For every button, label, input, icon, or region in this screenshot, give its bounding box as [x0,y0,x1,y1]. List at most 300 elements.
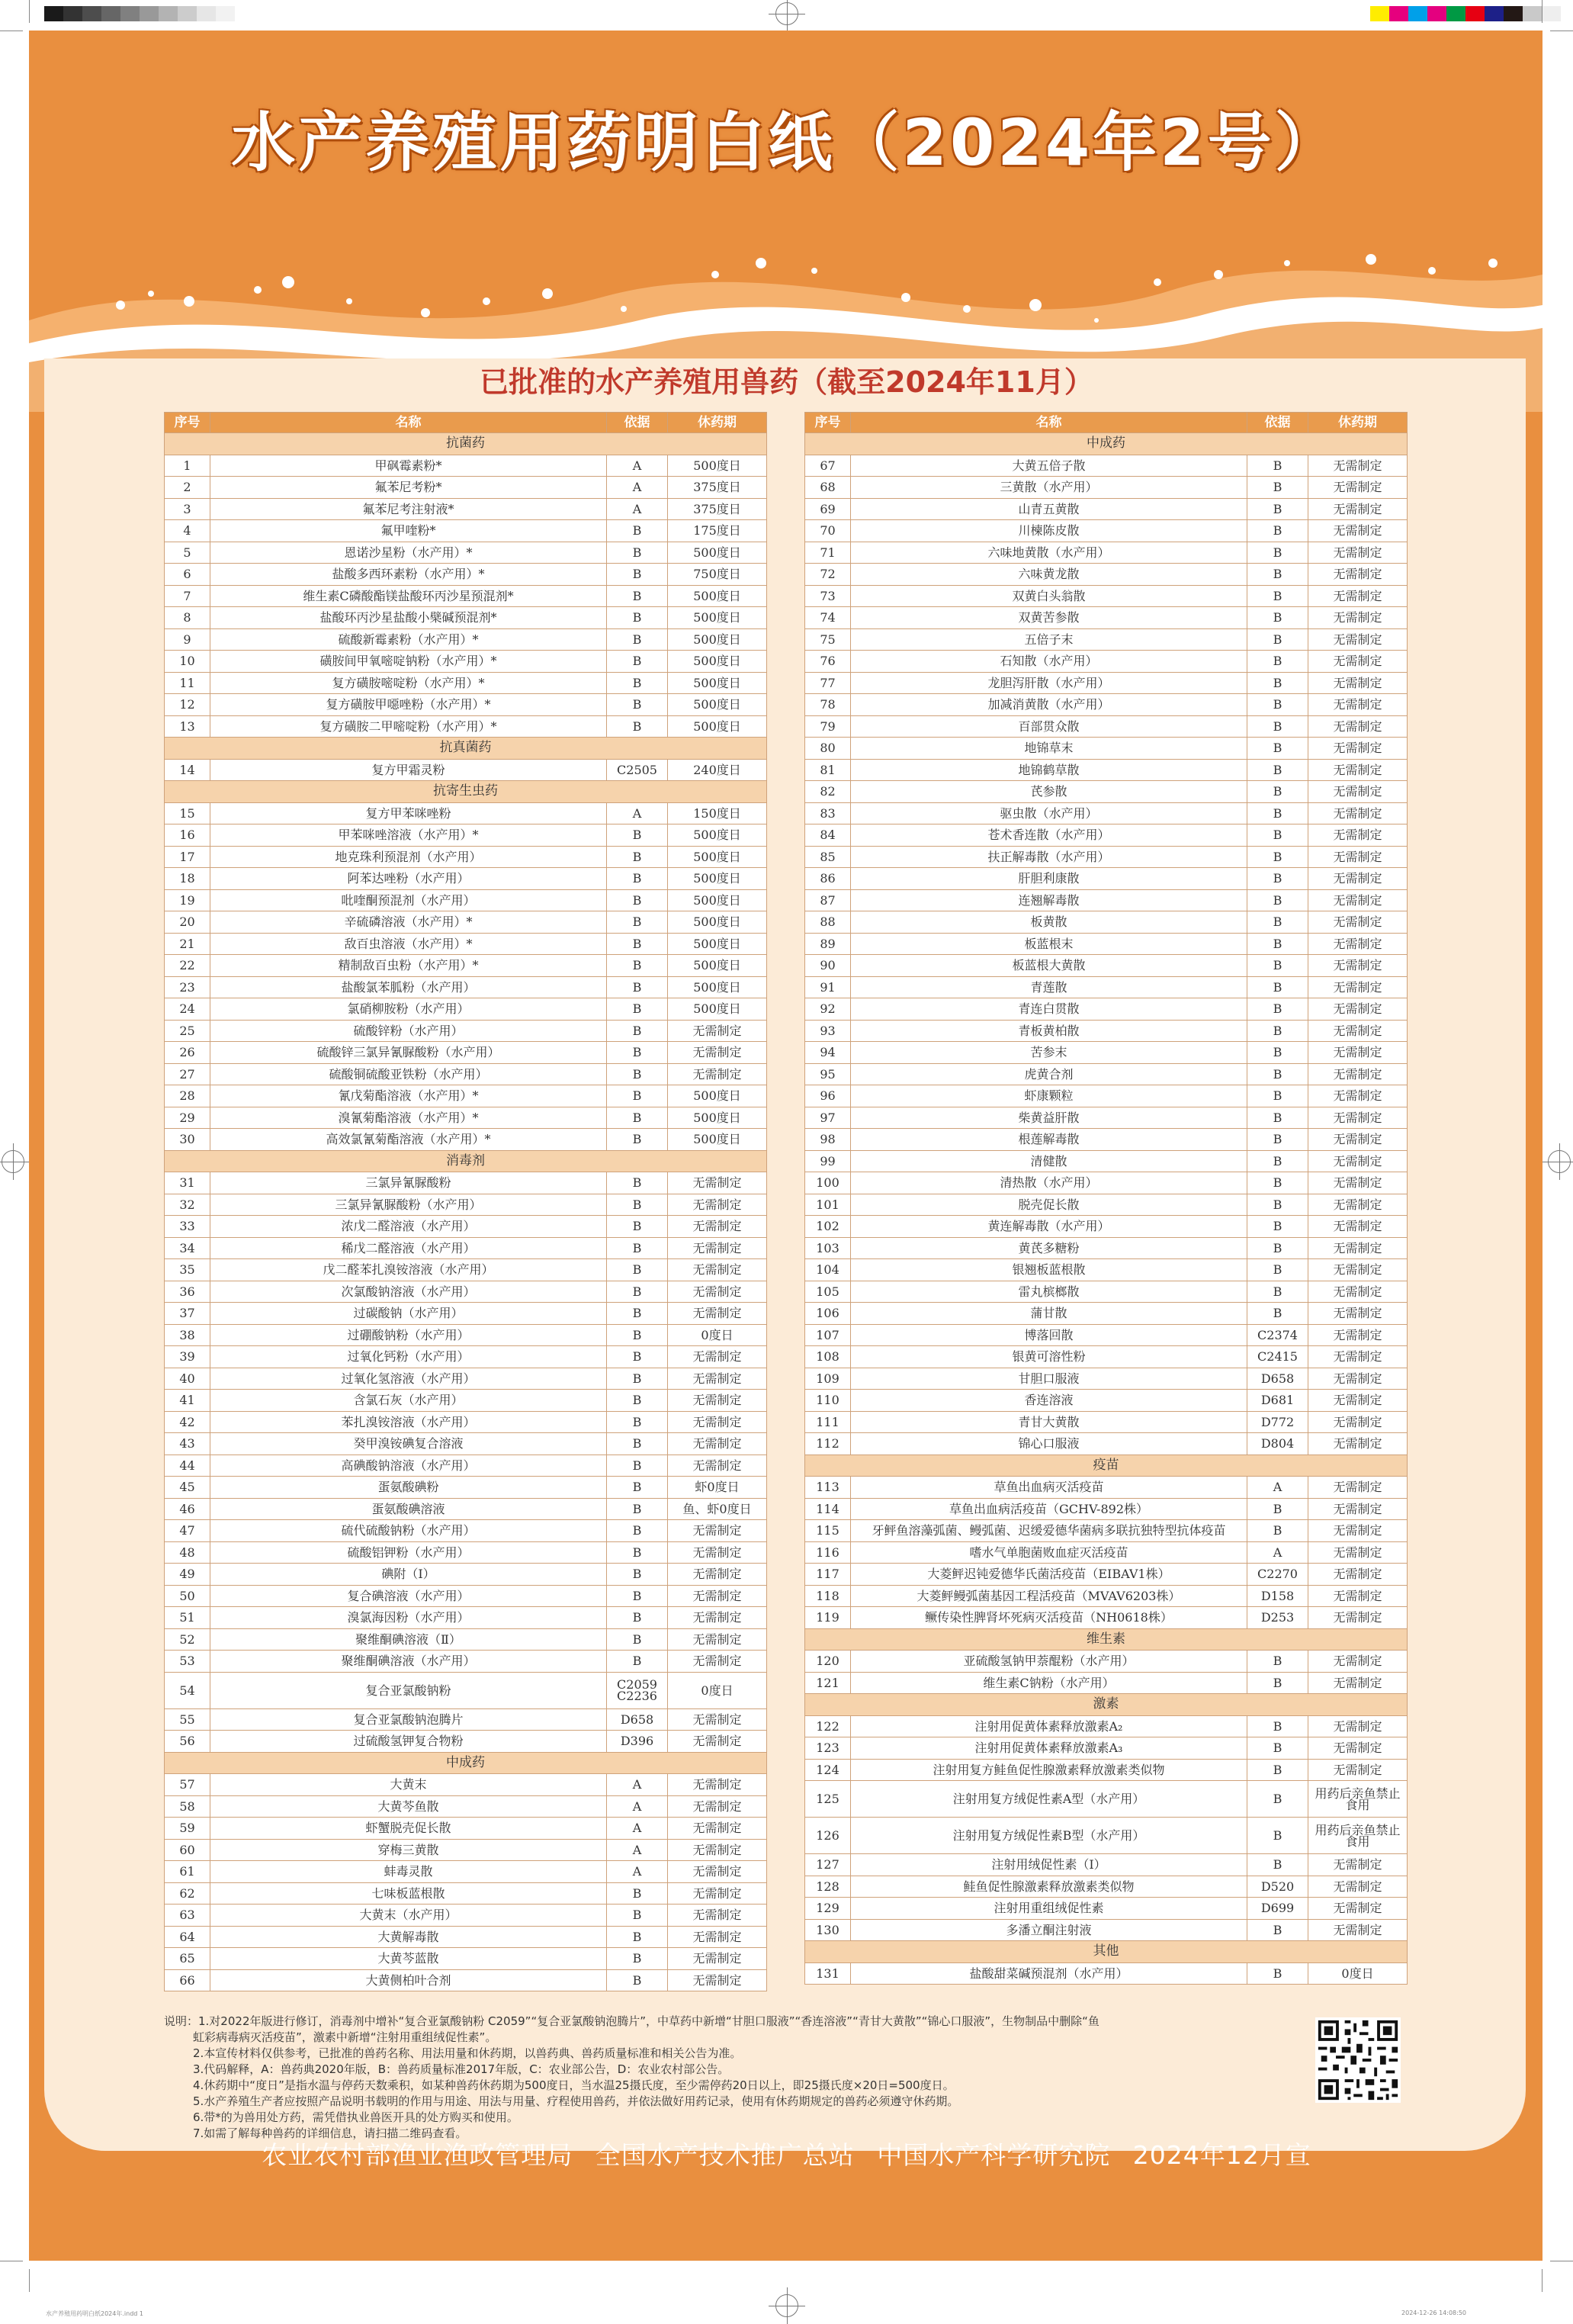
drug-number: 17 [165,846,210,868]
drug-basis: B [1247,738,1308,760]
drug-basis: B [1247,1281,1308,1303]
drug-basis: B [607,1651,668,1673]
drug-row [805,1237,1408,1259]
drug-row [805,607,1408,629]
drug-withdrawal-period: 无需制定 [1308,1607,1408,1629]
drug-row [165,911,767,934]
drug-number: 82 [805,781,851,803]
drug-name: 注射用复方绒促性素B型（水产用） [851,1818,1247,1854]
drug-name: 过氧化氢溶液（水产用） [210,1368,607,1390]
drug-withdrawal-period: 150度日 [668,802,767,824]
drug-basis: B [1247,1129,1308,1151]
drug-row [165,889,767,911]
drug-basis: B [607,1520,668,1542]
drug-withdrawal-period: 500度日 [668,1129,767,1151]
drug-row [805,1919,1408,1941]
drug-number: 66 [165,1969,210,1991]
drug-basis: B [607,955,668,977]
drug-table-left [164,412,767,1991]
drug-withdrawal-period: 无需制定 [1308,1564,1408,1586]
drug-basis: B [1247,802,1308,824]
drug-number: 11 [165,672,210,694]
drug-basis: B [1247,998,1308,1021]
drug-row [805,715,1408,738]
drug-row [805,498,1408,520]
drug-basis: B [607,564,668,586]
drug-number: 33 [165,1216,210,1238]
drug-number: 68 [805,477,851,499]
drug-withdrawal-period: 无需制定 [668,1651,767,1673]
drug-withdrawal-period: 无需制定 [1308,1498,1408,1520]
drug-row [805,1520,1408,1542]
drug-row [805,955,1408,977]
drug-basis: D396 [607,1731,668,1753]
drug-withdrawal-period: 500度日 [668,628,767,651]
drug-row [805,802,1408,824]
category-row [165,1150,767,1172]
drug-number: 14 [165,759,210,781]
drug-basis: B [1247,955,1308,977]
drug-row [165,1129,767,1151]
drug-basis: B [1247,1237,1308,1259]
drug-withdrawal-period: 无需制定 [668,1281,767,1303]
drug-basis: B [1247,976,1308,998]
drug-basis: B [607,1926,668,1948]
category-label: 激素 [805,1694,1408,1716]
drug-name: 维生素C磷酸酯镁盐酸环丙沙星预混剂* [210,585,607,607]
drug-number: 109 [805,1368,851,1390]
drug-name: 浓戊二醛溶液（水产用） [210,1216,607,1238]
drug-basis: B [607,1607,668,1629]
drug-number: 27 [165,1063,210,1085]
drug-number: 106 [805,1303,851,1325]
drug-number: 80 [805,738,851,760]
drug-basis: A [607,1795,668,1818]
note-line: 虹彩病毒病灭活疫苗”，激素中新增“注射用重组绒促性素”。 [193,2030,497,2044]
drug-withdrawal-period: 无需制定 [1308,715,1408,738]
drug-name: 复合亚氯酸钠粉 [210,1672,607,1708]
drug-basis: B [607,976,668,998]
drug-withdrawal-period: 500度日 [668,1085,767,1107]
drug-withdrawal-period: 无需制定 [1308,1129,1408,1151]
drug-number: 121 [805,1672,851,1694]
drug-withdrawal-period: 无需制定 [1308,738,1408,760]
drug-row [165,715,767,738]
category-label: 中成药 [805,433,1408,455]
drug-row [165,651,767,673]
drug-withdrawal-period: 用药后亲鱼禁止食用 [1308,1818,1408,1854]
drug-row [805,1346,1408,1368]
drug-basis: B [1247,498,1308,520]
drug-number: 19 [165,889,210,911]
drug-row [805,1129,1408,1151]
drug-name: 复方磺胺甲噁唑粉（水产用）* [210,694,607,716]
drug-withdrawal-period: 无需制定 [1308,759,1408,781]
drug-row [165,1063,767,1085]
drug-name: 蛋氨酸碘粉 [210,1477,607,1499]
drug-row [165,1324,767,1346]
drug-withdrawal-period: 无需制定 [1308,911,1408,934]
drug-withdrawal-period: 无需制定 [1308,976,1408,998]
drug-basis: D772 [1247,1411,1308,1433]
note-line: 6.带*的为兽用处方药，需凭借执业兽医开具的处方购买和使用。 [193,2110,518,2124]
drug-number: 126 [805,1818,851,1854]
drug-name: 维生素C钠粉（水产用） [851,1672,1247,1694]
drug-row [805,1564,1408,1586]
drug-row [805,628,1408,651]
drug-name: 黄连解毒散（水产用） [851,1216,1247,1238]
drug-basis: B [1247,651,1308,673]
drug-basis: B [607,1541,668,1564]
drug-name: 亚硫酸氢钠甲萘醌粉（水产用） [851,1651,1247,1673]
drug-row [805,1541,1408,1564]
drug-withdrawal-period: 无需制定 [1308,1541,1408,1564]
drug-number: 25 [165,1020,210,1042]
drug-withdrawal-period: 500度日 [668,715,767,738]
drug-number: 13 [165,715,210,738]
drug-row [805,1107,1408,1129]
drug-withdrawal-period: 无需制定 [668,1194,767,1216]
drug-withdrawal-period: 0度日 [668,1324,767,1346]
drug-name: 嗜水气单胞菌败血症灭活疫苗 [851,1541,1247,1564]
drug-name: 次氯酸钠溶液（水产用） [210,1281,607,1303]
drug-number: 105 [805,1281,851,1303]
drug-basis: A [607,1818,668,1840]
drug-basis: B [1247,1172,1308,1194]
note-line: 4.休药期中“度日”是指水温与停药天数乘积，如某种兽药休药期为500度日，当水温25摄氏度，至少需停药20日以上，即25摄氏度×20日=500度日。 [193,2078,955,2092]
drug-row [805,564,1408,586]
drug-name: 盐酸甜菜碱预混剂（水产用） [851,1962,1247,1985]
drug-name: 大黄侧柏叶合剂 [210,1969,607,1991]
drug-withdrawal-period: 无需制定 [1308,1063,1408,1085]
drug-name: 苯扎溴铵溶液（水产用） [210,1411,607,1433]
drug-withdrawal-period: 500度日 [668,455,767,477]
drug-number: 26 [165,1042,210,1064]
drug-number: 39 [165,1346,210,1368]
drug-withdrawal-period: 无需制定 [668,1520,767,1542]
drug-basis: B [1247,1781,1308,1818]
drug-name: 硫酸新霉素粉（水产用）* [210,628,607,651]
drug-row [805,1281,1408,1303]
drug-basis: B [1247,1085,1308,1107]
drug-name: 青连白贯散 [851,998,1247,1021]
drug-withdrawal-period: 无需制定 [1308,1411,1408,1433]
drug-basis: B [607,1020,668,1042]
col-header-number: 序号 [805,413,851,433]
drug-withdrawal-period: 无需制定 [1308,564,1408,586]
drug-number: 43 [165,1433,210,1455]
drug-withdrawal-period: 无需制定 [668,1795,767,1818]
drug-basis: B [1247,672,1308,694]
drug-name: 聚维酮碘溶液（水产用） [210,1651,607,1673]
drug-basis: B [1247,1672,1308,1694]
footer-issuers: 农业农村部渔业渔政管理局 全国水产技术推广总站 中国水产科学研究院 2024年12月宣 [262,2140,1311,2170]
drug-basis: D253 [1247,1607,1308,1629]
drug-number: 41 [165,1390,210,1412]
drug-number: 46 [165,1498,210,1520]
drug-number: 65 [165,1948,210,1970]
category-row [165,738,767,760]
drug-number: 84 [805,824,851,847]
drug-table-left-body [165,433,767,1991]
drug-withdrawal-period: 无需制定 [1308,1854,1408,1876]
category-label: 中成药 [165,1752,767,1774]
drug-basis: B [1247,868,1308,890]
drug-row [165,1042,767,1064]
col-header-withdrawal: 休药期 [1308,413,1408,433]
drug-name: 稀戊二醛溶液（水产用） [210,1237,607,1259]
drug-name: 过硼酸钠粉（水产用） [210,1324,607,1346]
drug-number: 32 [165,1194,210,1216]
drug-number: 59 [165,1818,210,1840]
drug-basis: B [607,520,668,542]
drug-name: 雷丸槟榔散 [851,1281,1247,1303]
drug-name: 蚌毒灵散 [210,1861,607,1883]
drug-basis: B [1247,1063,1308,1085]
drug-basis: B [607,1564,668,1586]
drug-name: 注射用促黄体素释放激素A₂ [851,1715,1247,1737]
drug-number: 37 [165,1303,210,1325]
drug-row [165,1259,767,1281]
drug-basis: B [1247,1919,1308,1941]
drug-number: 98 [805,1129,851,1151]
drug-name: 苍术香连散（水产用） [851,824,1247,847]
drug-withdrawal-period: 无需制定 [668,1063,767,1085]
drug-row [805,1303,1408,1325]
drug-row [805,1477,1408,1499]
drug-number: 29 [165,1107,210,1129]
drug-row [805,1498,1408,1520]
drug-withdrawal-period: 无需制定 [1308,1390,1408,1412]
drug-basis: B [607,933,668,955]
drug-name: 硫酸锌三氯异氰脲酸粉（水产用） [210,1042,607,1064]
drug-withdrawal-period: 用药后亲鱼禁止食用 [1308,1781,1408,1818]
drug-name: 板黄散 [851,911,1247,934]
drug-row [805,1876,1408,1898]
drug-name: 三黄散（水产用） [851,477,1247,499]
drug-row [165,1905,767,1927]
drug-name: 三氯异氰脲酸粉（水产用） [210,1194,607,1216]
drug-withdrawal-period: 无需制定 [1308,1194,1408,1216]
drug-name: 甲苯咪唑溶液（水产用）* [210,824,607,847]
drug-withdrawal-period: 500度日 [668,976,767,998]
drug-name: 驱虫散（水产用） [851,802,1247,824]
drug-row [165,1926,767,1948]
drug-row [805,672,1408,694]
col-header-basis: 依据 [607,413,668,433]
drug-row [165,1651,767,1673]
drug-row [165,955,767,977]
drug-withdrawal-period: 无需制定 [1308,802,1408,824]
drug-number: 115 [805,1520,851,1542]
drug-withdrawal-period: 无需制定 [668,1303,767,1325]
drug-name: 蒲甘散 [851,1303,1247,1325]
drug-withdrawal-period: 无需制定 [1308,1585,1408,1607]
note-line: 说明：1.对2022年版进行修订，消毒剂中增补“复合亚氯酸钠粉 C2059”“复合亚氯酸钠泡腾片”，中草药中新增“甘胆口服液”“香连溶液”“青甘大黄散”“锦心口服液”，生物制品中删除“鱼 [164,2014,1099,2028]
drug-number: 100 [805,1172,851,1194]
drug-name: 戊二醛苯扎溴铵溶液（水产用） [210,1259,607,1281]
drug-row [805,1651,1408,1673]
drug-withdrawal-period: 无需制定 [668,1774,767,1796]
drug-row [805,1390,1408,1412]
drug-basis: B [607,585,668,607]
drug-row [165,1085,767,1107]
drug-number: 86 [805,868,851,890]
drug-number: 71 [805,542,851,564]
drug-row [165,1795,767,1818]
drug-withdrawal-period: 500度日 [668,998,767,1021]
drug-withdrawal-period: 无需制定 [668,1861,767,1883]
drug-row [165,868,767,890]
drug-name: 石知散（水产用） [851,651,1247,673]
drug-basis: B [1247,520,1308,542]
drug-row [165,1607,767,1629]
drug-basis: B [1247,1651,1308,1673]
drug-name: 脱壳促长散 [851,1194,1247,1216]
drug-basis: A [607,477,668,499]
drug-withdrawal-period: 无需制定 [1308,1150,1408,1172]
drug-basis: B [1247,781,1308,803]
drug-row [805,1216,1408,1238]
registration-mark [775,2294,798,2317]
drug-number: 107 [805,1324,851,1346]
drug-withdrawal-period: 无需制定 [1308,846,1408,868]
drug-name: 硫代硫酸钠粉（水产用） [210,1520,607,1542]
drug-number: 53 [165,1651,210,1673]
drug-withdrawal-period: 500度日 [668,585,767,607]
drug-name: 五倍子末 [851,628,1247,651]
drug-name: 肝胆利康散 [851,868,1247,890]
drug-name: 青甘大黄散 [851,1411,1247,1433]
drug-number: 103 [805,1237,851,1259]
qr-code-icon[interactable] [1315,2017,1401,2103]
drug-number: 118 [805,1585,851,1607]
drug-number: 130 [805,1919,851,1941]
drug-number: 114 [805,1498,851,1520]
drug-withdrawal-period: 无需制定 [668,1346,767,1368]
drug-name: 三氯异氰脲酸粉 [210,1172,607,1194]
drug-name: 过氧化钙粉（水产用） [210,1346,607,1368]
drug-row [165,1628,767,1651]
drug-row [165,1216,767,1238]
drug-name: 虾康颗粒 [851,1085,1247,1107]
drug-name: 注射用促黄体素释放激素A₃ [851,1737,1247,1760]
drug-name: 加减消黄散（水产用） [851,694,1247,716]
drug-number: 54 [165,1672,210,1708]
drug-name: 牙鲆鱼溶藻弧菌、鳗弧菌、迟缓爱德华菌病多联抗独特型抗体疫苗 [851,1520,1247,1542]
drug-name: 盐酸多西环素粉（水产用）* [210,564,607,586]
drug-row [805,1194,1408,1216]
drug-basis: B [1247,1759,1308,1781]
drug-row [805,1020,1408,1042]
drug-basis: A [607,498,668,520]
drug-row [805,455,1408,477]
drug-row [165,477,767,499]
drug-number: 129 [805,1898,851,1920]
drug-basis: B [607,824,668,847]
drug-name: 注射用复方绒促性素A型（水产用） [851,1781,1247,1818]
drug-row [805,1042,1408,1064]
drug-number: 18 [165,868,210,890]
drug-row [165,998,767,1021]
drug-name: 大菱鲆迟钝爱德华氏菌活疫苗（EIBAV1株） [851,1564,1247,1586]
drug-number: 57 [165,1774,210,1796]
col-header-basis: 依据 [1247,413,1308,433]
drug-basis: B [607,1477,668,1499]
category-row [165,433,767,455]
drug-number: 76 [805,651,851,673]
drug-row [805,694,1408,716]
drug-withdrawal-period: 240度日 [668,759,767,781]
drug-number: 64 [165,1926,210,1948]
drug-name: 地锦草末 [851,738,1247,760]
drug-basis: B [607,1194,668,1216]
category-row [165,1752,767,1774]
drug-row [805,520,1408,542]
drug-withdrawal-period: 无需制定 [1308,933,1408,955]
category-label: 维生素 [805,1628,1408,1651]
drug-withdrawal-period: 无需制定 [668,1455,767,1477]
drug-number: 6 [165,564,210,586]
drug-basis: B [1247,1498,1308,1520]
category-row [165,781,767,803]
drug-row [165,933,767,955]
drug-name: 板蓝根末 [851,933,1247,955]
drug-row [805,1172,1408,1194]
drug-name: 注射用复方鲑鱼促性腺激素释放激素类似物 [851,1759,1247,1781]
drug-name: 龙胆泻肝散（水产用） [851,672,1247,694]
drug-name: 扶正解毒散（水产用） [851,846,1247,868]
drug-number: 128 [805,1876,851,1898]
drug-number: 5 [165,542,210,564]
drug-number: 4 [165,520,210,542]
drug-number: 20 [165,911,210,934]
note-line: 3.代码解释，A：兽药典2020年版，B：兽药质量标准2017年版，C：农业部公告，D：农业农村部公告。 [193,2062,730,2076]
drug-name: 鲑鱼促性腺激素释放激素类似物 [851,1876,1247,1898]
drug-name: 复方甲苯咪唑粉 [210,802,607,824]
drug-name: 六味黄龙散 [851,564,1247,586]
drug-row [805,1715,1408,1737]
drug-basis: B [1247,455,1308,477]
drug-basis: B [607,998,668,1021]
drug-withdrawal-period: 无需制定 [1308,1898,1408,1920]
drug-withdrawal-period: 无需制定 [668,1564,767,1586]
drug-withdrawal-period: 无需制定 [1308,1715,1408,1737]
drug-withdrawal-period: 500度日 [668,542,767,564]
drug-basis: B [607,1324,668,1346]
drug-basis: B [1247,824,1308,847]
drug-basis: B [607,607,668,629]
drug-basis: B [607,1628,668,1651]
drug-number: 111 [805,1411,851,1433]
drug-name: 地克珠利预混剂（水产用） [210,846,607,868]
drug-withdrawal-period: 500度日 [668,889,767,911]
drug-basis: A [1247,1477,1308,1499]
drug-basis: C2270 [1247,1564,1308,1586]
drug-withdrawal-period: 500度日 [668,911,767,934]
drug-name: 大黄末（水产用） [210,1905,607,1927]
drug-basis: B [607,1281,668,1303]
drug-name: 山青五黄散 [851,498,1247,520]
drug-basis: B [607,672,668,694]
drug-name: 甘胆口服液 [851,1368,1247,1390]
crop-mark [29,2269,30,2292]
drug-basis: B [607,1498,668,1520]
drug-row [805,889,1408,911]
drug-withdrawal-period: 无需制定 [1308,1216,1408,1238]
drug-basis: B [607,1216,668,1238]
drug-name: 大黄解毒散 [210,1926,607,1948]
